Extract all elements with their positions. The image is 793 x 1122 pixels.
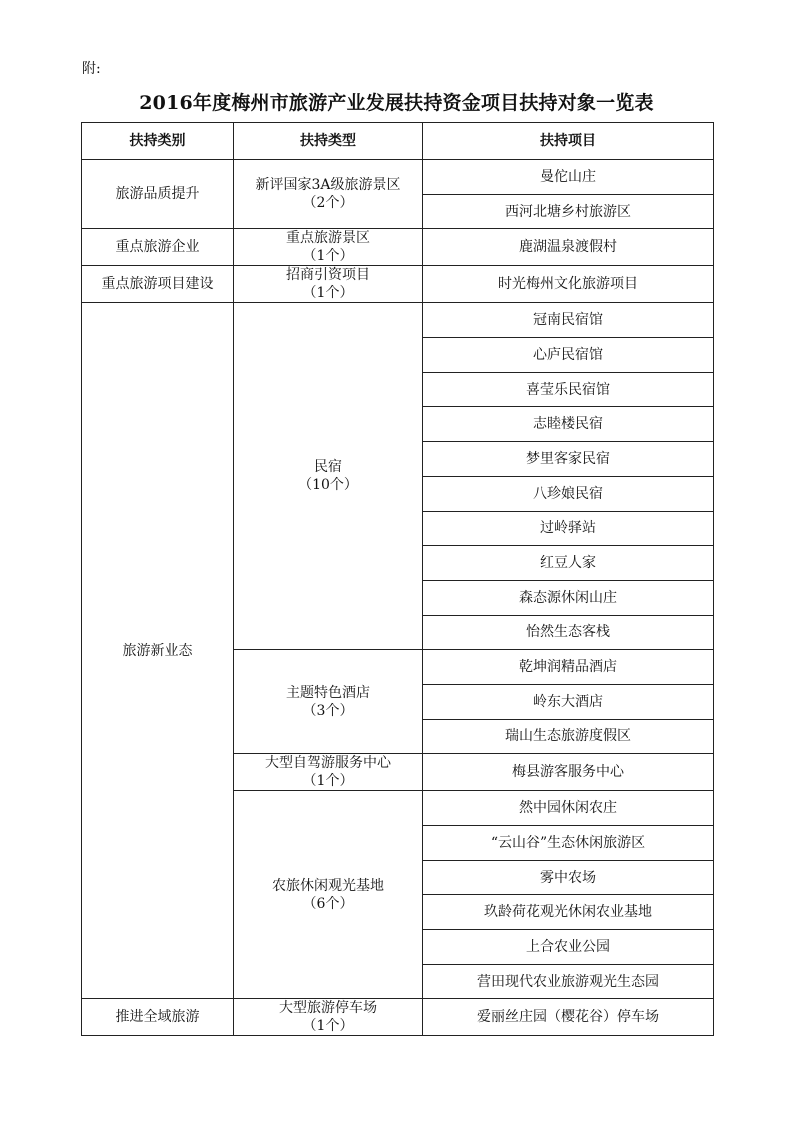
attachment-label: 附: [82, 61, 101, 77]
type-name: 大型自驾游服务中心 [265, 755, 391, 772]
table-row [82, 999, 714, 1036]
project-cell: 时光梅州文化旅游项目 [423, 266, 714, 303]
type-cell [234, 266, 423, 303]
type-cell [234, 754, 423, 791]
project-cell: 然中园休闲农庄 [423, 791, 714, 826]
project-cell: 红豆人家 [423, 546, 714, 581]
document-title: 2016年度梅州市旅游产业发展扶持资金项目扶持对象一览表 [139, 92, 654, 114]
project-cell: 心庐民宿馆 [423, 338, 714, 373]
project-cell: 岭东大酒店 [423, 684, 714, 719]
type-count: （1个） [302, 285, 354, 302]
table-row [82, 303, 714, 338]
project-cell: 乾坤润精品酒店 [423, 650, 714, 685]
project-cell: 八珍娘民宿 [423, 476, 714, 511]
project-cell: 玖龄荷花观光休闲农业基地 [423, 895, 714, 930]
type-cell [234, 303, 423, 650]
project-cell: 西河北塘乡村旅游区 [423, 194, 714, 229]
table-row [82, 266, 714, 303]
type-count: （1个） [302, 773, 354, 790]
project-cell: 曼佗山庄 [423, 160, 714, 195]
project-cell: 志睦楼民宿 [423, 407, 714, 442]
header-category: 扶持类别 [82, 123, 234, 160]
type-name: 大型旅游停车场 [279, 1000, 377, 1017]
project-cell: 鹿湖温泉渡假村 [423, 229, 714, 266]
category-cell: 重点旅游项目建设 [82, 266, 234, 303]
category-cell: 重点旅游企业 [82, 229, 234, 266]
project-cell: 梅县游客服务中心 [423, 754, 714, 791]
table-row [82, 160, 714, 195]
type-name: 主题特色酒店 [286, 684, 370, 701]
type-cell [234, 229, 423, 266]
project-cell: 上合农业公园 [423, 930, 714, 965]
type-cell [234, 791, 423, 999]
project-cell: 森态源休闲山庄 [423, 580, 714, 615]
project-cell: 梦里客家民宿 [423, 442, 714, 477]
support-projects-table [81, 122, 714, 1036]
table-row [82, 229, 714, 266]
header-project: 扶持项目 [423, 123, 714, 160]
project-cell: 过岭驿站 [423, 511, 714, 546]
type-name: 招商引资项目 [286, 267, 370, 284]
type-name: 民宿 [314, 459, 342, 476]
project-cell: 瑞山生态旅游度假区 [423, 719, 714, 754]
project-cell: 冠南民宿馆 [423, 303, 714, 338]
type-count: （6个） [302, 895, 354, 912]
project-cell: 喜莹乐民宿馆 [423, 372, 714, 407]
type-name: 农旅休闲观光基地 [272, 877, 384, 894]
project-cell: 爱丽丝庄园（樱花谷）停车场 [423, 999, 714, 1036]
type-count: （10个） [298, 477, 358, 494]
type-name: 新评国家3A级旅游景区 [255, 177, 401, 194]
type-name: 重点旅游景区 [286, 230, 370, 247]
type-cell [234, 160, 423, 229]
project-cell: “云山谷”生态休闲旅游区 [423, 826, 714, 861]
category-cell: 旅游品质提升 [82, 160, 234, 229]
type-cell [234, 650, 423, 754]
type-cell [234, 999, 423, 1036]
type-count: （1个） [302, 1018, 354, 1035]
header-type: 扶持类型 [234, 123, 423, 160]
type-count: （3个） [302, 702, 354, 719]
type-count: （1个） [302, 248, 354, 265]
category-cell: 推进全域旅游 [82, 999, 234, 1036]
project-cell: 雾中农场 [423, 860, 714, 895]
type-count: （2个） [302, 195, 354, 212]
category-cell: 旅游新业态 [82, 303, 234, 999]
header-row [82, 123, 714, 160]
project-cell: 怡然生态客栈 [423, 615, 714, 650]
project-cell: 营田现代农业旅游观光生态园 [423, 964, 714, 999]
